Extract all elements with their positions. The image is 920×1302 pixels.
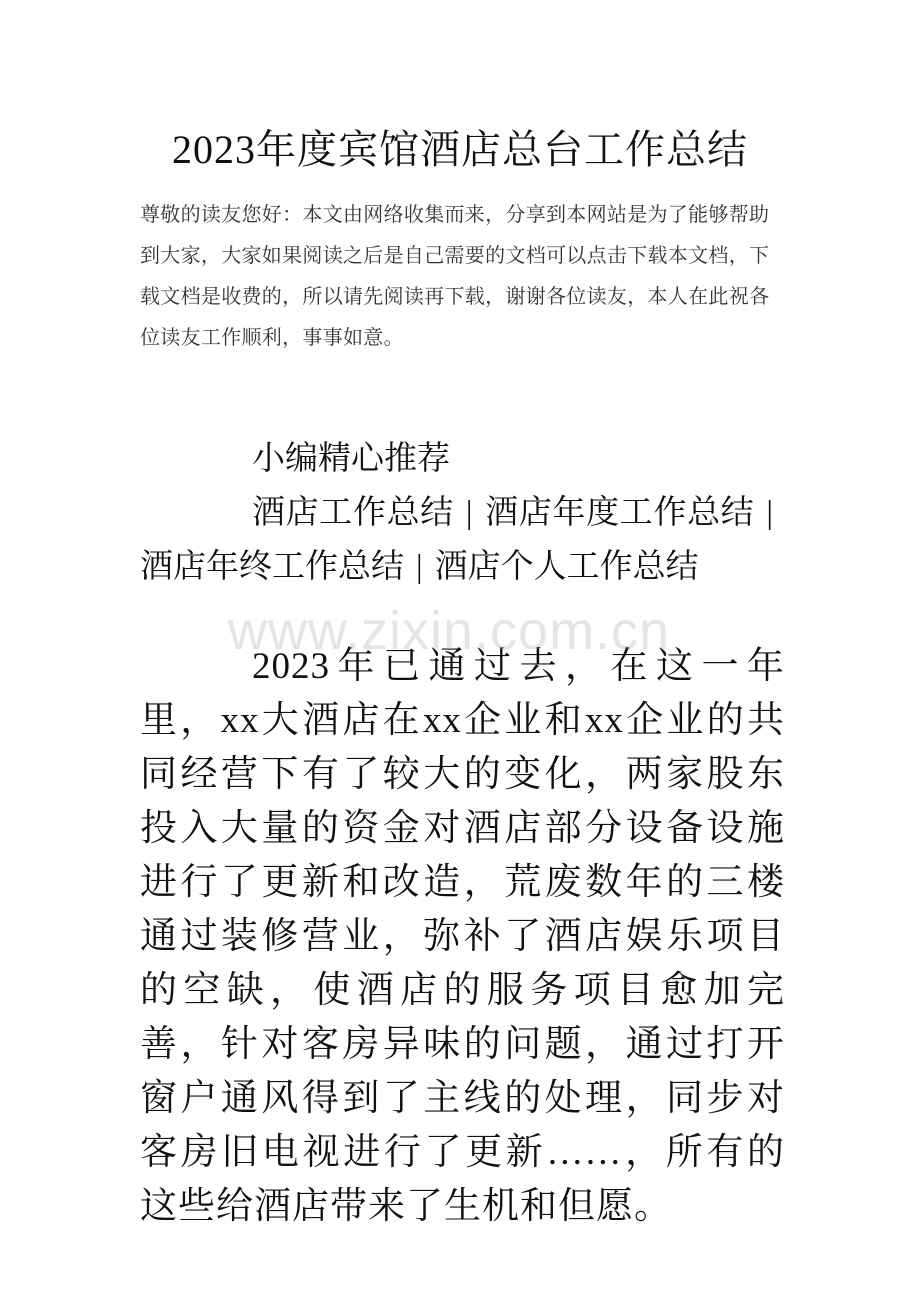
recommend-section (140, 432, 785, 594)
body-paragraph: 2023年已通过去，在这一年里，xx大酒店在xx企业和xx企业的共同经营下有了较大的变化，两家股东投入大量的资金对酒店部分设备设施进行了更新和改造，荒废数年的三楼通过装修营业，弥补了酒店娱乐项目的空缺，使酒店的服务项目愈加完善，针对客房异味的问题，通过打开窗户通风得到了主线的处理，同步对客房旧电视进行了更新……，所有的这些给酒店带来了生机和但愿。 (140, 646, 785, 1227)
recommend-link-personal-summary[interactable]: 酒店个人工作总结 (434, 549, 699, 585)
recommend-link-hotel-summary[interactable]: 酒店工作总结 (252, 495, 454, 531)
recommend-heading: 小编精心推荐 (252, 441, 450, 477)
link-separator: | (766, 495, 774, 531)
watermark: www.zixin.com.cn (228, 601, 671, 661)
link-separator: | (416, 549, 423, 585)
recommend-links (140, 486, 785, 594)
recommend-link-annual-summary[interactable]: 酒店年度工作总结 (484, 495, 755, 531)
link-separator: | (465, 495, 473, 531)
recommend-link-year-end-summary[interactable]: 酒店年终工作总结 (140, 549, 404, 585)
reader-notice: 尊敬的读友您好：本文由网络收集而来，分享到本网站是为了能够帮助到大家，大家如果阅读之后是自己需要的文档可以点击下载本文档，下载文档是收费的，所以请先阅读再下载，谢谢各位读友，本人在此祝各位读友工作顺利，事事如意。 (140, 202, 770, 349)
document-title: 2023年度宾馆酒店总台工作总结 (172, 127, 748, 172)
